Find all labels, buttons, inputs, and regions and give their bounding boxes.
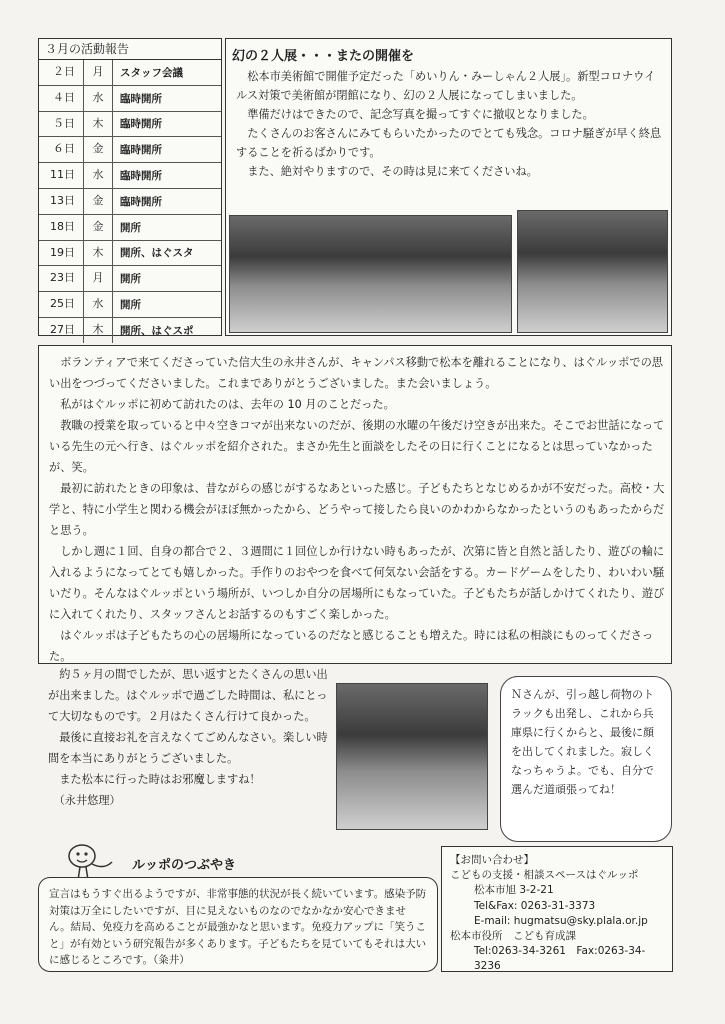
letter-intro: ボランティアで来てくださっていた信大生の永井さんが、キャンパス移動で松本を離れることになり、はぐルッポでの思い出をつづってくださいました。これまでありがとうございました。また会いましょう。 — [49, 356, 663, 390]
schedule-row — [39, 189, 221, 215]
schedule-event: 臨時開所 — [120, 195, 162, 208]
schedule-row — [39, 137, 221, 163]
schedule-date: ６日 — [39, 137, 84, 162]
letter-paragraph: 私がはぐルッポに初めて訪れたのは、去年の 10 月のことだった。 — [49, 398, 395, 411]
schedule-date: 27日 — [39, 318, 84, 343]
schedule-date: 18日 — [39, 215, 84, 240]
exhibition-paragraph: 準備だけはできたので、記念写真を撮ってすぐに撤収となりました。 — [247, 108, 594, 121]
schedule-date: 19日 — [39, 241, 84, 266]
schedule-day: 木 — [84, 241, 113, 266]
schedule-date: 13日 — [39, 189, 84, 214]
schedule-event: 臨時開所 — [120, 118, 162, 131]
schedule-day: 水 — [84, 86, 113, 111]
letter-paragraph: 最後に直接お礼を言えなくてごめんなさい。楽しい時間を本当にありがとうございました。 — [48, 731, 328, 765]
letter-signature: （永井悠理） — [48, 794, 121, 807]
exhibition-photo-group — [517, 210, 668, 333]
exhibition-photo-gallery — [229, 215, 512, 333]
schedule-rows — [39, 60, 221, 343]
contact-office-tel: Tel:0263-34-3261 Fax:0263-34-3236 — [474, 945, 646, 973]
exhibition-paragraph: 松本市美術館で開催予定だった「めいりん・みーしゃん２人展」。新型コロナウイルス対策で美術館が閉館になり、幻の２人展になってしまいました。 — [236, 70, 656, 102]
schedule-date: 25日 — [39, 292, 84, 317]
schedule-event: 臨時開所 — [120, 170, 162, 183]
schedule-title: ３月の活動報告 — [39, 39, 221, 60]
schedule-date: 11日 — [39, 163, 84, 188]
schedule-event: 臨時開所 — [120, 92, 162, 105]
schedule-table — [38, 38, 222, 336]
contact-box — [441, 846, 673, 972]
exhibition-paragraph: また、絶対やりますので、その時は見に来てくださいね。 — [247, 165, 538, 178]
schedule-row — [39, 163, 221, 189]
schedule-day: 金 — [84, 137, 113, 162]
schedule-event: 開所、はぐスポ — [120, 324, 194, 337]
letter-continuation — [48, 664, 328, 811]
contact-heading: 【お問い合わせ】 — [450, 854, 534, 866]
rippo-title: ルッポのつぶやき — [132, 858, 237, 873]
schedule-date: ２日 — [39, 60, 84, 85]
schedule-date: 23日 — [39, 266, 84, 291]
farewell-photo — [336, 683, 488, 830]
letter-paragraph: 約５ヶ月の間でしたが、思い返すとたくさんの思い出が出来ました。はぐルッポで過ごした時間は、私にとって大切なものです。２月はたくさん行けて良かった。 — [48, 668, 328, 723]
schedule-date: ４日 — [39, 86, 84, 111]
schedule-row — [39, 292, 221, 318]
letter-paragraph: 最初に訪れたときの印象は、昔ながらの感じがするなあといった感じ。子どもたちとなじめるかが不安だった。高校・大学と、特に小学生と関わる機会がほぼ無かったから、どうやって接したら良いのかわからなかったというのもあったからだと思う。 — [49, 482, 665, 537]
schedule-row — [39, 215, 221, 241]
schedule-row — [39, 86, 221, 112]
exhibition-title: 幻の２人展・・・またの開催を — [232, 49, 415, 64]
schedule-row — [39, 60, 221, 86]
volunteer-letter — [38, 345, 672, 664]
exhibition-section — [225, 38, 672, 336]
mascot-icon — [62, 840, 116, 882]
contact-address: 松本市旭 3-2-21 — [474, 884, 554, 897]
schedule-event: 開所 — [120, 299, 141, 312]
schedule-day: 木 — [84, 112, 113, 137]
speech-bubble: Ｎさんが、引っ越し荷物のトラックも出発し、これから兵庫県に行くからと、最後に顔を出してくれました。寂しくなっちゃうよ。でも、自分で選んだ道頑張ってね！ — [500, 676, 672, 842]
exhibition-body — [236, 67, 666, 181]
schedule-day: 月 — [84, 266, 113, 291]
schedule-day: 金 — [84, 215, 113, 240]
letter-paragraph: しかし週に１回、自身の都合で２、３週間に１回位しか行けない時もあったが、次第に皆と自然と話したり、遊びの輪に入れるようになってとても嬉しかった。手作りのおやつを食べて何気ない会話をする。カードゲームをしたり、わいわい騒いだり。そんなはぐルッポという場所が、いつしか自分の居場所にもなっていた。子どもたちが話しかけてくれたり、遊びに入れてくれたり、スタッフさんとお話するのもすごく楽しかった。 — [49, 545, 665, 621]
schedule-row — [39, 318, 221, 343]
schedule-row — [39, 241, 221, 267]
schedule-day: 水 — [84, 163, 113, 188]
contact-email: E-mail: hugmatsu@sky.plala.or.jp — [474, 914, 648, 927]
letter-paragraph: また松本に行った時はお邪魔しますね！ — [48, 773, 261, 786]
letter-paragraph: はぐルッポは子どもたちの心の居場所になっているのだなと感じることも増えた。時には私の相談にものってくださった。 — [49, 629, 654, 663]
exhibition-paragraph: たくさんのお客さんにみてもらいたかったのでとても残念。コロナ騒ぎが早く終息することを祈るばかりです。 — [236, 127, 662, 159]
schedule-event: スタッフ会議 — [120, 66, 183, 79]
schedule-event: 開所 — [120, 273, 141, 286]
schedule-row — [39, 266, 221, 292]
schedule-day: 水 — [84, 292, 113, 317]
contact-office: 松本市役所 こども育成課 — [450, 930, 576, 943]
schedule-date: ５日 — [39, 112, 84, 137]
schedule-event: 開所、はぐスタ — [120, 247, 194, 260]
schedule-day: 月 — [84, 60, 113, 85]
schedule-day: 金 — [84, 189, 113, 214]
schedule-event: 臨時開所 — [120, 144, 162, 157]
schedule-row — [39, 112, 221, 138]
schedule-event: 開所 — [120, 221, 141, 234]
letter-paragraph: 教職の授業を取っていると中々空きコマが出来ないのだが、後期の水曜の午後だけ空きが出来た。そこでお世話になっている先生の元へ行き、はぐルッポを紹介された。まさか先生と面談をしたその日に行くことになるとは思っていなかったが、笑。 — [49, 419, 665, 474]
contact-tel: Tel&Fax: 0263-31-3373 — [474, 899, 596, 912]
schedule-day: 木 — [84, 318, 113, 343]
contact-org: こどもの支援・相談スペースはぐルッポ — [450, 869, 639, 882]
rippo-box: 宣言はもうすぐ出るようですが、非常事態的状況が長く続いています。感染予防対策は万全にしたいですが、目に見えないものなのでなかなか安心できません。結局、免疫力を高めることが最強かなと思います。免疫力アップに「笑うこと」が有効という研究報告が多くあります。子どもたちを見ていてもそれは大いに感じるところです。（粂井） — [38, 877, 438, 972]
